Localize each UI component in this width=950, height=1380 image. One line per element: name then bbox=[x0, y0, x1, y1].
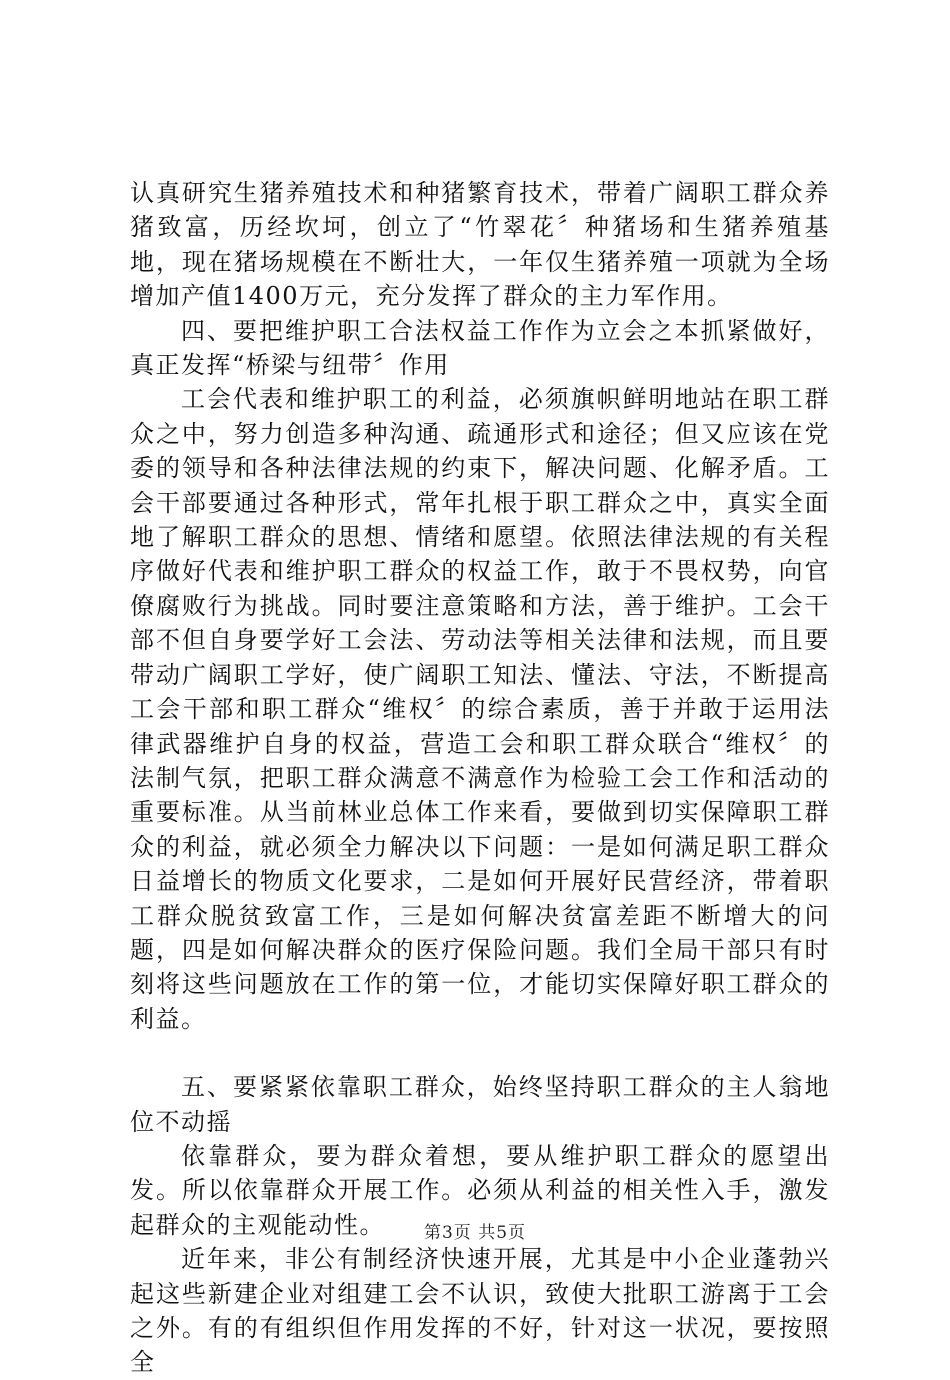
section-heading-four: 四、要把维护职工合法权益工作作为立会之本抓紧做好，真正发挥“桥梁与纽带〞作用 bbox=[130, 316, 830, 380]
page-number-footer: 第3页 共5页 bbox=[423, 1223, 527, 1243]
paragraph-continuation: 认真研究生猪养殖技术和种猪繁育技术，带着广阔职工群众养猪致富，历经坎坷，创立了“竹翠花〞种猪场和生猪养殖基地，现在猪场规模在不断壮大，一年仅生猪养殖一项就为全场增加产值1400万元，充分发挥了群众的主力军作用。 bbox=[130, 179, 830, 311]
document-body bbox=[130, 176, 830, 1380]
section-heading-five: 五、要紧紧依靠职工群众，始终坚持职工群众的主人翁地位不动摇 bbox=[130, 1073, 830, 1136]
paragraph-rely-on-masses: 依靠群众，要为群众着想，要从维护职工群众的愿望出发。所以依靠群众开展工作。必须从利益的相关性入手，激发起群众的主观能动性。 bbox=[130, 1141, 830, 1239]
paragraph-recent-years: 近年来，非公有制经济快速开展，尤其是中小企业蓬勃兴起这些新建企业对组建工会不认识，致使大批职工游离于工会之外。有的有组织但作用发挥的不好，针对这一状况，要按照全 bbox=[130, 1245, 830, 1377]
paragraph-union-rights: 工会代表和维护职工的利益，必须旗帜鲜明地站在职工群众之中，努力创造多种沟通、疏通形式和途径；但又应该在党委的领导和各种法律法规的约束下，解决问题、化解矛盾。工会干部要通过各种形式，常年扎根于职工群众之中，真实全面地了解职工群众的思想、情绪和愿望。依照法律法规的有关程序做好代表和维护职工群众的权益工作，敢于不畏权势，向官僚腐败行为挑战。同时要注意策略和方法，善于维护。工会干部不但自身要学好工会法、劳动法等相关法律和法规，而且要带动广阔职工学好，使广阔职工知法、懂法、守法，不断提高工会干部和职工群众“维权〞的综合素质，善于并敢于运用法律武器维护自身的权益，营造工会和职工群众联合“维权〞的法制气氛，把职工群众满意不满意作为检验工会工作和活动的重要标准。从当前林业总体工作来看，要做到切实保障职工群众的利益，就必须全力解决以下问题：一是如何满足职工群众日益增长的物质文化要求，二是如何开展好民营经济，带着职工群众脱贫致富工作，三是如何解决贫富差距不断增大的问题，四是如何解决群众的医疗保险问题。我们全局干部只有时刻将这些问题放在工作的第一位，才能切实保障好职工群众的利益。 bbox=[130, 385, 830, 1033]
